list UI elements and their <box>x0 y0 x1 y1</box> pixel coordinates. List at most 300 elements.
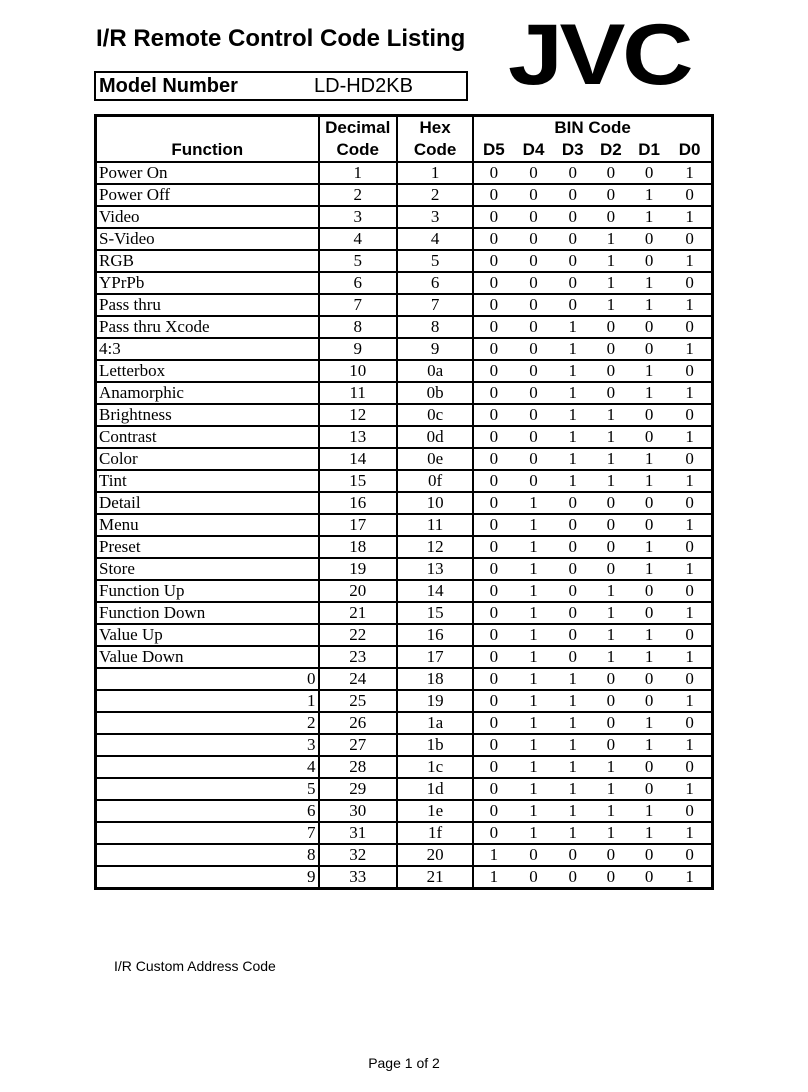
bit-cell-d1: 1 <box>630 184 668 206</box>
bit-cell-d0: 1 <box>668 558 712 580</box>
table-row <box>96 866 713 889</box>
hex-cell: 5 <box>397 250 473 272</box>
function-cell: Value Up <box>96 624 319 646</box>
table-row <box>96 338 713 360</box>
bit-cell-d5: 0 <box>473 624 513 646</box>
bit-cell-d5: 0 <box>473 690 513 712</box>
bit-cell-d5: 0 <box>473 426 513 448</box>
hex-cell: 12 <box>397 536 473 558</box>
table-row <box>96 184 713 206</box>
bit-cell-d5: 0 <box>473 382 513 404</box>
bit-cell-d1: 0 <box>630 778 668 800</box>
decimal-cell: 30 <box>319 800 397 822</box>
bit-cell-d0: 1 <box>668 294 712 316</box>
hex-cell: 0b <box>397 382 473 404</box>
model-number-value: LD-HD2KB <box>314 75 413 97</box>
decimal-cell: 4 <box>319 228 397 250</box>
bit-cell-d1: 0 <box>630 228 668 250</box>
bit-cell-d2: 1 <box>592 470 630 492</box>
hex-cell: 13 <box>397 558 473 580</box>
bit-cell-d2: 1 <box>592 580 630 602</box>
bit-cell-d1: 0 <box>630 404 668 426</box>
bit-cell-d1: 1 <box>630 800 668 822</box>
function-cell: Pass thru Xcode <box>96 316 319 338</box>
decimal-cell: 15 <box>319 470 397 492</box>
bit-cell-d5: 0 <box>473 712 513 734</box>
hex-cell: 1b <box>397 734 473 756</box>
bit-cell-d4: 1 <box>513 514 553 536</box>
function-cell: Preset <box>96 536 319 558</box>
bit-header-d2: D2 <box>592 139 630 162</box>
decimal-cell: 24 <box>319 668 397 690</box>
bit-cell-d2: 1 <box>592 646 630 668</box>
bit-cell-d3: 1 <box>554 448 592 470</box>
function-cell: Function Down <box>96 602 319 624</box>
decimal-cell: 22 <box>319 624 397 646</box>
bit-cell-d1: 1 <box>630 448 668 470</box>
bit-cell-d5: 0 <box>473 404 513 426</box>
bit-cell-d5: 0 <box>473 756 513 778</box>
bit-cell-d0: 0 <box>668 448 712 470</box>
table-row <box>96 558 713 580</box>
hex-cell: 7 <box>397 294 473 316</box>
bit-cell-d3: 1 <box>554 426 592 448</box>
decimal-cell: 11 <box>319 382 397 404</box>
bit-header-d3: D3 <box>554 139 592 162</box>
table-row <box>96 316 713 338</box>
table-row <box>96 668 713 690</box>
table-row <box>96 844 713 866</box>
bit-cell-d5: 0 <box>473 294 513 316</box>
bit-cell-d3: 0 <box>554 272 592 294</box>
bit-cell-d2: 1 <box>592 250 630 272</box>
bit-cell-d3: 0 <box>554 206 592 228</box>
bit-cell-d4: 0 <box>513 470 553 492</box>
bit-cell-d3: 1 <box>554 778 592 800</box>
bit-cell-d5: 0 <box>473 360 513 382</box>
function-header: Function <box>96 139 319 162</box>
bit-cell-d2: 1 <box>592 800 630 822</box>
function-cell: Color <box>96 448 319 470</box>
table-row <box>96 690 713 712</box>
function-header-top <box>96 116 319 140</box>
bit-cell-d1: 1 <box>630 822 668 844</box>
bit-cell-d1: 1 <box>630 382 668 404</box>
bit-cell-d2: 0 <box>592 338 630 360</box>
bit-cell-d2: 0 <box>592 162 630 184</box>
bit-cell-d1: 1 <box>630 734 668 756</box>
bit-cell-d3: 1 <box>554 668 592 690</box>
bit-cell-d5: 0 <box>473 316 513 338</box>
function-cell: 4 <box>96 756 319 778</box>
bit-cell-d4: 0 <box>513 184 553 206</box>
table-row <box>96 294 713 316</box>
bit-cell-d1: 0 <box>630 338 668 360</box>
decimal-cell: 32 <box>319 844 397 866</box>
table-row <box>96 162 713 184</box>
decimal-header-bottom: Code <box>319 139 397 162</box>
bit-cell-d4: 1 <box>513 690 553 712</box>
bit-cell-d3: 1 <box>554 316 592 338</box>
function-cell: Store <box>96 558 319 580</box>
function-cell: Power On <box>96 162 319 184</box>
hex-cell: 2 <box>397 184 473 206</box>
hex-cell: 6 <box>397 272 473 294</box>
bit-cell-d2: 0 <box>592 492 630 514</box>
table-row <box>96 580 713 602</box>
bit-cell-d1: 1 <box>630 206 668 228</box>
decimal-cell: 18 <box>319 536 397 558</box>
bit-cell-d4: 1 <box>513 712 553 734</box>
bit-cell-d0: 1 <box>668 690 712 712</box>
bit-cell-d5: 0 <box>473 492 513 514</box>
hex-cell: 19 <box>397 690 473 712</box>
bit-cell-d4: 0 <box>513 338 553 360</box>
decimal-cell: 19 <box>319 558 397 580</box>
function-cell: Brightness <box>96 404 319 426</box>
bit-header-d5: D5 <box>473 139 513 162</box>
bit-cell-d2: 1 <box>592 778 630 800</box>
bit-cell-d3: 0 <box>554 602 592 624</box>
bit-cell-d2: 0 <box>592 712 630 734</box>
bit-cell-d0: 1 <box>668 382 712 404</box>
bit-cell-d5: 0 <box>473 602 513 624</box>
table-row <box>96 470 713 492</box>
bit-cell-d4: 0 <box>513 206 553 228</box>
decimal-cell: 2 <box>319 184 397 206</box>
bit-cell-d1: 0 <box>630 668 668 690</box>
function-cell: Tint <box>96 470 319 492</box>
bit-cell-d3: 1 <box>554 338 592 360</box>
hex-cell: 3 <box>397 206 473 228</box>
bit-cell-d2: 0 <box>592 316 630 338</box>
bit-cell-d2: 0 <box>592 844 630 866</box>
bit-cell-d1: 1 <box>630 272 668 294</box>
bit-cell-d0: 1 <box>668 470 712 492</box>
hex-cell: 8 <box>397 316 473 338</box>
bit-cell-d0: 1 <box>668 514 712 536</box>
bit-cell-d3: 1 <box>554 822 592 844</box>
hex-cell: 11 <box>397 514 473 536</box>
bit-cell-d4: 1 <box>513 602 553 624</box>
bit-cell-d3: 1 <box>554 404 592 426</box>
bit-cell-d2: 0 <box>592 734 630 756</box>
hex-cell: 1a <box>397 712 473 734</box>
bit-cell-d1: 0 <box>630 514 668 536</box>
decimal-cell: 5 <box>319 250 397 272</box>
page-title: I/R Remote Control Code Listing <box>96 25 466 52</box>
bit-cell-d4: 0 <box>513 382 553 404</box>
decimal-cell: 13 <box>319 426 397 448</box>
decimal-header-top: Decimal <box>319 116 397 140</box>
bit-cell-d0: 0 <box>668 536 712 558</box>
function-cell: 7 <box>96 822 319 844</box>
bit-cell-d4: 1 <box>513 624 553 646</box>
bit-cell-d3: 1 <box>554 470 592 492</box>
table-row <box>96 382 713 404</box>
bit-cell-d2: 0 <box>592 690 630 712</box>
bit-cell-d0: 0 <box>668 580 712 602</box>
bit-cell-d2: 1 <box>592 426 630 448</box>
table-row <box>96 756 713 778</box>
decimal-cell: 31 <box>319 822 397 844</box>
decimal-cell: 28 <box>319 756 397 778</box>
bit-cell-d5: 0 <box>473 646 513 668</box>
bit-cell-d0: 1 <box>668 338 712 360</box>
hex-cell: 14 <box>397 580 473 602</box>
table-row <box>96 778 713 800</box>
function-cell: Detail <box>96 492 319 514</box>
bit-cell-d1: 1 <box>630 294 668 316</box>
bit-cell-d2: 1 <box>592 404 630 426</box>
function-cell: Function Up <box>96 580 319 602</box>
bit-cell-d5: 0 <box>473 580 513 602</box>
bit-cell-d1: 0 <box>630 580 668 602</box>
bit-cell-d3: 0 <box>554 250 592 272</box>
code-table-body <box>96 162 713 889</box>
bit-cell-d0: 0 <box>668 184 712 206</box>
page-number: Page 1 of 2 <box>368 1055 440 1071</box>
bit-cell-d2: 1 <box>592 822 630 844</box>
function-cell: 1 <box>96 690 319 712</box>
decimal-cell: 10 <box>319 360 397 382</box>
code-table <box>94 114 714 890</box>
bit-cell-d5: 0 <box>473 448 513 470</box>
decimal-cell: 6 <box>319 272 397 294</box>
bit-cell-d4: 1 <box>513 734 553 756</box>
bit-cell-d0: 1 <box>668 646 712 668</box>
bit-cell-d3: 0 <box>554 294 592 316</box>
bit-cell-d3: 0 <box>554 580 592 602</box>
decimal-cell: 33 <box>319 866 397 889</box>
table-row <box>96 712 713 734</box>
function-cell: Menu <box>96 514 319 536</box>
decimal-cell: 14 <box>319 448 397 470</box>
bit-cell-d2: 0 <box>592 668 630 690</box>
hex-cell: 0a <box>397 360 473 382</box>
bit-cell-d0: 1 <box>668 162 712 184</box>
bit-cell-d5: 0 <box>473 250 513 272</box>
bit-cell-d2: 0 <box>592 206 630 228</box>
bit-cell-d5: 0 <box>473 800 513 822</box>
hex-header-bottom: Code <box>397 139 473 162</box>
bit-cell-d1: 1 <box>630 646 668 668</box>
hex-cell: 0e <box>397 448 473 470</box>
hex-cell: 1f <box>397 822 473 844</box>
decimal-cell: 21 <box>319 602 397 624</box>
decimal-cell: 26 <box>319 712 397 734</box>
bit-cell-d5: 0 <box>473 668 513 690</box>
hex-cell: 1c <box>397 756 473 778</box>
bit-cell-d4: 1 <box>513 646 553 668</box>
bit-cell-d3: 0 <box>554 492 592 514</box>
bit-cell-d3: 0 <box>554 228 592 250</box>
decimal-cell: 7 <box>319 294 397 316</box>
bit-cell-d4: 0 <box>513 294 553 316</box>
decimal-cell: 16 <box>319 492 397 514</box>
bit-cell-d4: 1 <box>513 536 553 558</box>
bit-cell-d1: 0 <box>630 250 668 272</box>
bit-cell-d3: 0 <box>554 558 592 580</box>
bit-header-d4: D4 <box>513 139 553 162</box>
bit-cell-d4: 0 <box>513 844 553 866</box>
bit-cell-d4: 1 <box>513 492 553 514</box>
decimal-cell: 25 <box>319 690 397 712</box>
function-cell: Pass thru <box>96 294 319 316</box>
bit-cell-d2: 0 <box>592 558 630 580</box>
hex-cell: 21 <box>397 866 473 889</box>
decimal-cell: 20 <box>319 580 397 602</box>
bit-cell-d2: 0 <box>592 866 630 889</box>
bit-cell-d3: 1 <box>554 382 592 404</box>
decimal-cell: 29 <box>319 778 397 800</box>
bit-cell-d2: 0 <box>592 382 630 404</box>
bit-cell-d5: 0 <box>473 206 513 228</box>
bit-cell-d0: 1 <box>668 602 712 624</box>
bit-cell-d4: 1 <box>513 756 553 778</box>
bit-cell-d3: 0 <box>554 866 592 889</box>
hex-cell: 0c <box>397 404 473 426</box>
bit-cell-d5: 0 <box>473 822 513 844</box>
bit-cell-d2: 1 <box>592 294 630 316</box>
table-row <box>96 426 713 448</box>
table-row <box>96 514 713 536</box>
bit-cell-d4: 0 <box>513 866 553 889</box>
bit-header-d1: D1 <box>630 139 668 162</box>
function-cell: Contrast <box>96 426 319 448</box>
hex-cell: 0d <box>397 426 473 448</box>
bit-cell-d2: 0 <box>592 184 630 206</box>
table-row <box>96 448 713 470</box>
bit-cell-d0: 0 <box>668 228 712 250</box>
function-cell: S-Video <box>96 228 319 250</box>
hex-header-top: Hex <box>397 116 473 140</box>
model-number-label: Model Number <box>99 75 238 97</box>
table-row <box>96 228 713 250</box>
table-row <box>96 206 713 228</box>
bit-header-d0: D0 <box>668 139 712 162</box>
bit-cell-d4: 0 <box>513 426 553 448</box>
bit-cell-d0: 1 <box>668 206 712 228</box>
bit-cell-d4: 0 <box>513 228 553 250</box>
jvc-logo: JVC <box>508 7 691 103</box>
bit-cell-d1: 1 <box>630 624 668 646</box>
table-row <box>96 624 713 646</box>
bit-cell-d5: 0 <box>473 338 513 360</box>
bit-cell-d5: 1 <box>473 844 513 866</box>
table-row <box>96 602 713 624</box>
bit-cell-d0: 0 <box>668 360 712 382</box>
bit-cell-d2: 0 <box>592 536 630 558</box>
bit-cell-d4: 0 <box>513 316 553 338</box>
bit-cell-d5: 0 <box>473 514 513 536</box>
bit-cell-d0: 1 <box>668 778 712 800</box>
bit-cell-d5: 0 <box>473 184 513 206</box>
function-cell: 5 <box>96 778 319 800</box>
table-row <box>96 646 713 668</box>
bit-cell-d3: 1 <box>554 756 592 778</box>
bit-cell-d0: 0 <box>668 624 712 646</box>
function-cell: Video <box>96 206 319 228</box>
hex-cell: 1 <box>397 162 473 184</box>
hex-cell: 18 <box>397 668 473 690</box>
bit-cell-d1: 0 <box>630 756 668 778</box>
hex-cell: 9 <box>397 338 473 360</box>
bit-cell-d0: 0 <box>668 404 712 426</box>
bit-cell-d3: 1 <box>554 712 592 734</box>
bit-cell-d4: 0 <box>513 162 553 184</box>
hex-cell: 1d <box>397 778 473 800</box>
bit-cell-d0: 1 <box>668 866 712 889</box>
bin-code-header: BIN Code <box>473 116 712 140</box>
bit-cell-d3: 1 <box>554 690 592 712</box>
bit-cell-d3: 0 <box>554 184 592 206</box>
hex-cell: 16 <box>397 624 473 646</box>
bit-cell-d3: 0 <box>554 162 592 184</box>
bit-cell-d3: 0 <box>554 514 592 536</box>
bit-cell-d0: 1 <box>668 734 712 756</box>
decimal-cell: 1 <box>319 162 397 184</box>
bit-cell-d5: 0 <box>473 228 513 250</box>
custom-address-note: I/R Custom Address Code <box>114 958 276 974</box>
bit-cell-d0: 0 <box>668 492 712 514</box>
bit-cell-d4: 0 <box>513 250 553 272</box>
bit-cell-d4: 1 <box>513 800 553 822</box>
bit-cell-d0: 1 <box>668 822 712 844</box>
table-row <box>96 492 713 514</box>
bit-cell-d1: 1 <box>630 470 668 492</box>
function-cell: Letterbox <box>96 360 319 382</box>
bit-cell-d1: 0 <box>630 844 668 866</box>
bit-cell-d2: 1 <box>592 624 630 646</box>
function-cell: 9 <box>96 866 319 889</box>
hex-cell: 0f <box>397 470 473 492</box>
decimal-cell: 3 <box>319 206 397 228</box>
table-row <box>96 536 713 558</box>
bit-cell-d0: 1 <box>668 426 712 448</box>
bit-cell-d2: 0 <box>592 360 630 382</box>
table-row <box>96 822 713 844</box>
bit-cell-d2: 1 <box>592 228 630 250</box>
decimal-cell: 8 <box>319 316 397 338</box>
hex-cell: 17 <box>397 646 473 668</box>
function-cell: YPrPb <box>96 272 319 294</box>
bit-cell-d5: 0 <box>473 778 513 800</box>
decimal-cell: 17 <box>319 514 397 536</box>
table-row <box>96 800 713 822</box>
bit-cell-d5: 0 <box>473 272 513 294</box>
bit-cell-d4: 0 <box>513 404 553 426</box>
bit-cell-d2: 1 <box>592 602 630 624</box>
bit-cell-d3: 0 <box>554 844 592 866</box>
decimal-cell: 27 <box>319 734 397 756</box>
function-cell: Anamorphic <box>96 382 319 404</box>
bit-cell-d3: 0 <box>554 536 592 558</box>
bit-cell-d3: 1 <box>554 734 592 756</box>
bit-cell-d3: 1 <box>554 360 592 382</box>
bit-cell-d4: 0 <box>513 360 553 382</box>
bit-cell-d5: 0 <box>473 162 513 184</box>
bit-cell-d5: 0 <box>473 734 513 756</box>
bit-cell-d4: 0 <box>513 448 553 470</box>
bit-cell-d1: 1 <box>630 360 668 382</box>
bit-cell-d2: 1 <box>592 448 630 470</box>
hex-cell: 4 <box>397 228 473 250</box>
bit-cell-d4: 1 <box>513 558 553 580</box>
model-number-box <box>94 71 468 101</box>
hex-cell: 15 <box>397 602 473 624</box>
table-row <box>96 272 713 294</box>
